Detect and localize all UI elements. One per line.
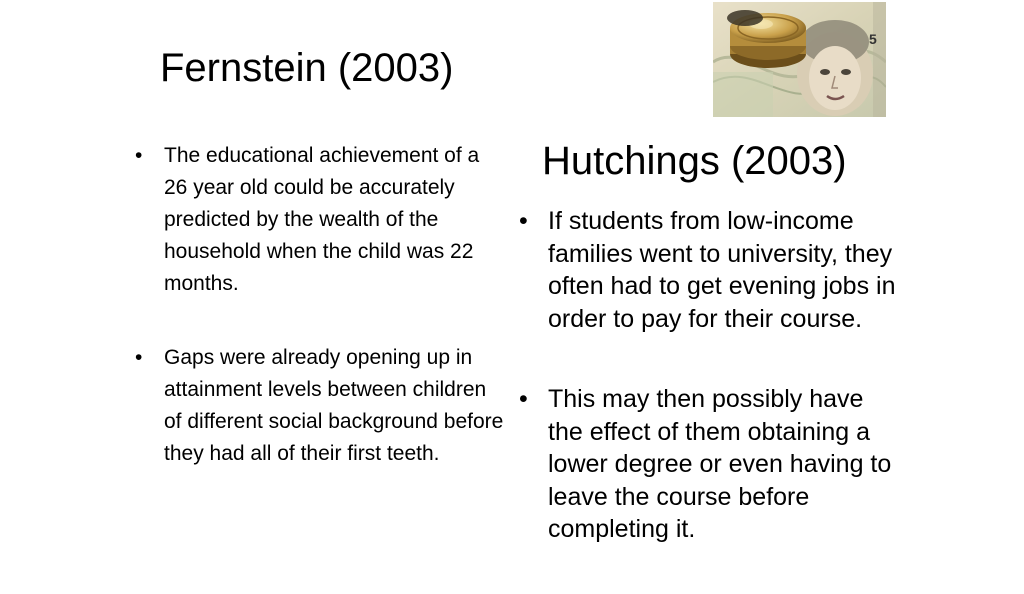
british-money-icon xyxy=(713,2,886,117)
left-bullet-list xyxy=(135,140,504,512)
right-bullet-item xyxy=(519,205,898,335)
money-photo xyxy=(713,2,886,117)
right-bullet-text: If students from low-income families went to university, they often had to get evening jobs in order to pay for their course. xyxy=(548,207,896,333)
bullet-marker: • xyxy=(519,385,528,413)
banknote-numeral: 5 xyxy=(869,31,877,47)
left-bullet-text: Gaps were already opening up in attainment levels between children of different social background before they had all of their first teeth. xyxy=(164,346,504,465)
bullet-marker: • xyxy=(519,207,528,235)
right-bullet-item xyxy=(519,383,898,546)
left-bullet-text: The educational achievement of a 26 year old could be accurately predicted by the wealth of the household when the child was 22 months. xyxy=(164,144,480,295)
bullet-marker: • xyxy=(135,346,143,369)
right-bullet-text: This may then possibly have the effect of them obtaining a lower degree or even having to leave the course before completing it. xyxy=(548,385,892,543)
bullet-marker: • xyxy=(135,144,143,167)
right-bullet-list xyxy=(519,205,898,594)
left-bullet-item xyxy=(135,140,504,300)
right-title: Hutchings (2003) xyxy=(542,139,847,183)
left-title: Fernstein (2003) xyxy=(160,46,454,90)
left-bullet-item xyxy=(135,342,504,470)
